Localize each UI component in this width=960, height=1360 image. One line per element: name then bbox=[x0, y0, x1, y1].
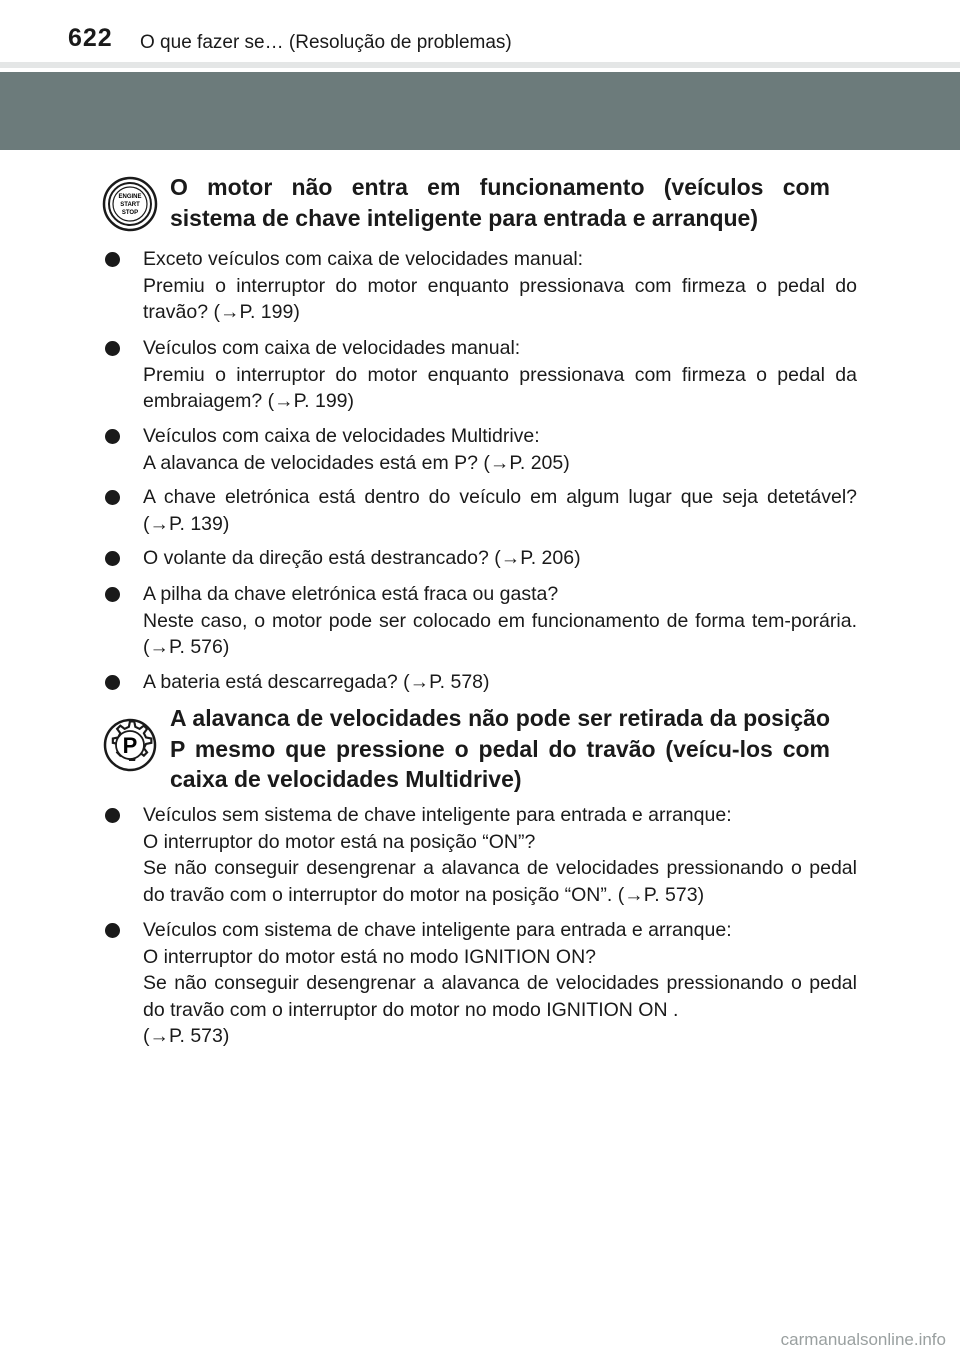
list-item bbox=[105, 581, 857, 661]
item-line: Se não conseguir desengrenar a alavanca de velocidades pressionando o pedal do travão com o interruptor do motor no modo IGNITION ON . bbox=[143, 972, 857, 1021]
item-line: Se não conseguir desengrenar a alavanca de velocidades pressionando o pedal do travão com o interruptor do motor na posição “ON”. (→P. 573) bbox=[143, 857, 857, 906]
bullet bbox=[105, 587, 120, 602]
item-line: Veículos com sistema de chave inteligente para entrada e arranque: bbox=[143, 919, 732, 941]
list-item bbox=[105, 484, 857, 537]
bullet bbox=[105, 490, 120, 505]
list-item bbox=[105, 335, 857, 415]
section-title: A alavanca de velocidades não pode ser retirada da posição P mesmo que pressione o pedal do travão (veícu-los com caixa de velocidades Multidrive) bbox=[170, 705, 830, 792]
svg-text:ENGINE: ENGINE bbox=[118, 194, 142, 200]
svg-text:START: START bbox=[120, 202, 140, 208]
item-line: A bateria está descarregada? (→P. 578) bbox=[143, 671, 490, 693]
svg-text:P: P bbox=[122, 733, 138, 758]
item-line: (→P. 573) bbox=[143, 1025, 230, 1047]
chapter-title: O que fazer se… (Resolução de problemas) bbox=[140, 32, 512, 53]
bullet bbox=[105, 429, 120, 444]
item-line: O interruptor do motor está no modo IGNITION ON? bbox=[143, 945, 597, 968]
item-line: O interruptor do motor está na posição “ON”? bbox=[143, 830, 536, 853]
item-line: A chave eletrónica está dentro do veículo em algum lugar que seja detetável? (→P. 139) bbox=[143, 486, 857, 535]
item-line: Veículos com caixa de velocidades Multidrive: bbox=[143, 425, 540, 447]
item-line: O volante da direção está destrancado? (→P. 206) bbox=[143, 547, 581, 569]
section-title: O motor não entra em funcionamento (veículos com sistema de chave inteligente para entrada e arranque) bbox=[170, 174, 830, 231]
list-item bbox=[105, 669, 857, 696]
section-banner bbox=[0, 72, 960, 150]
item-line: Veículos sem sistema de chave inteligente para entrada e arranque: bbox=[143, 804, 732, 826]
park-gear-icon bbox=[102, 717, 158, 773]
item-line: Exceto veículos com caixa de velocidades manual: bbox=[143, 248, 584, 270]
item-line: Neste caso, o motor pode ser colocado em funcionamento de forma tem-porária. (→P. 576) bbox=[143, 609, 857, 658]
item-line: Premiu o interruptor do motor enquanto pressionava com firmeza o pedal da embraiagem? (→P. 199) bbox=[143, 363, 857, 412]
item-line: Veículos com caixa de velocidades manual: bbox=[143, 337, 521, 359]
svg-text:STOP: STOP bbox=[121, 210, 139, 216]
list-item bbox=[105, 917, 857, 1050]
engine-start-stop-icon bbox=[102, 176, 158, 232]
page-number: 622 bbox=[68, 24, 113, 52]
bullet bbox=[105, 675, 120, 690]
item-line: A alavanca de velocidades está em P? (→P. 205) bbox=[143, 451, 570, 474]
list-item bbox=[105, 246, 857, 326]
item-line: A pilha da chave eletrónica está fraca ou gasta? bbox=[143, 583, 559, 605]
watermark: carmanualsonline.info bbox=[780, 1330, 946, 1349]
list-item bbox=[105, 423, 857, 476]
list-item bbox=[105, 802, 857, 908]
bullet bbox=[105, 808, 120, 823]
page-header bbox=[0, 0, 960, 62]
bullet bbox=[105, 551, 120, 566]
bullet bbox=[105, 252, 120, 267]
bullet bbox=[105, 341, 120, 356]
bullet bbox=[105, 923, 120, 938]
header-divider bbox=[0, 62, 960, 68]
list-item bbox=[105, 545, 857, 572]
item-line: Premiu o interruptor do motor enquanto pressionava com firmeza o pedal do travão? (→P. 199) bbox=[143, 274, 857, 323]
